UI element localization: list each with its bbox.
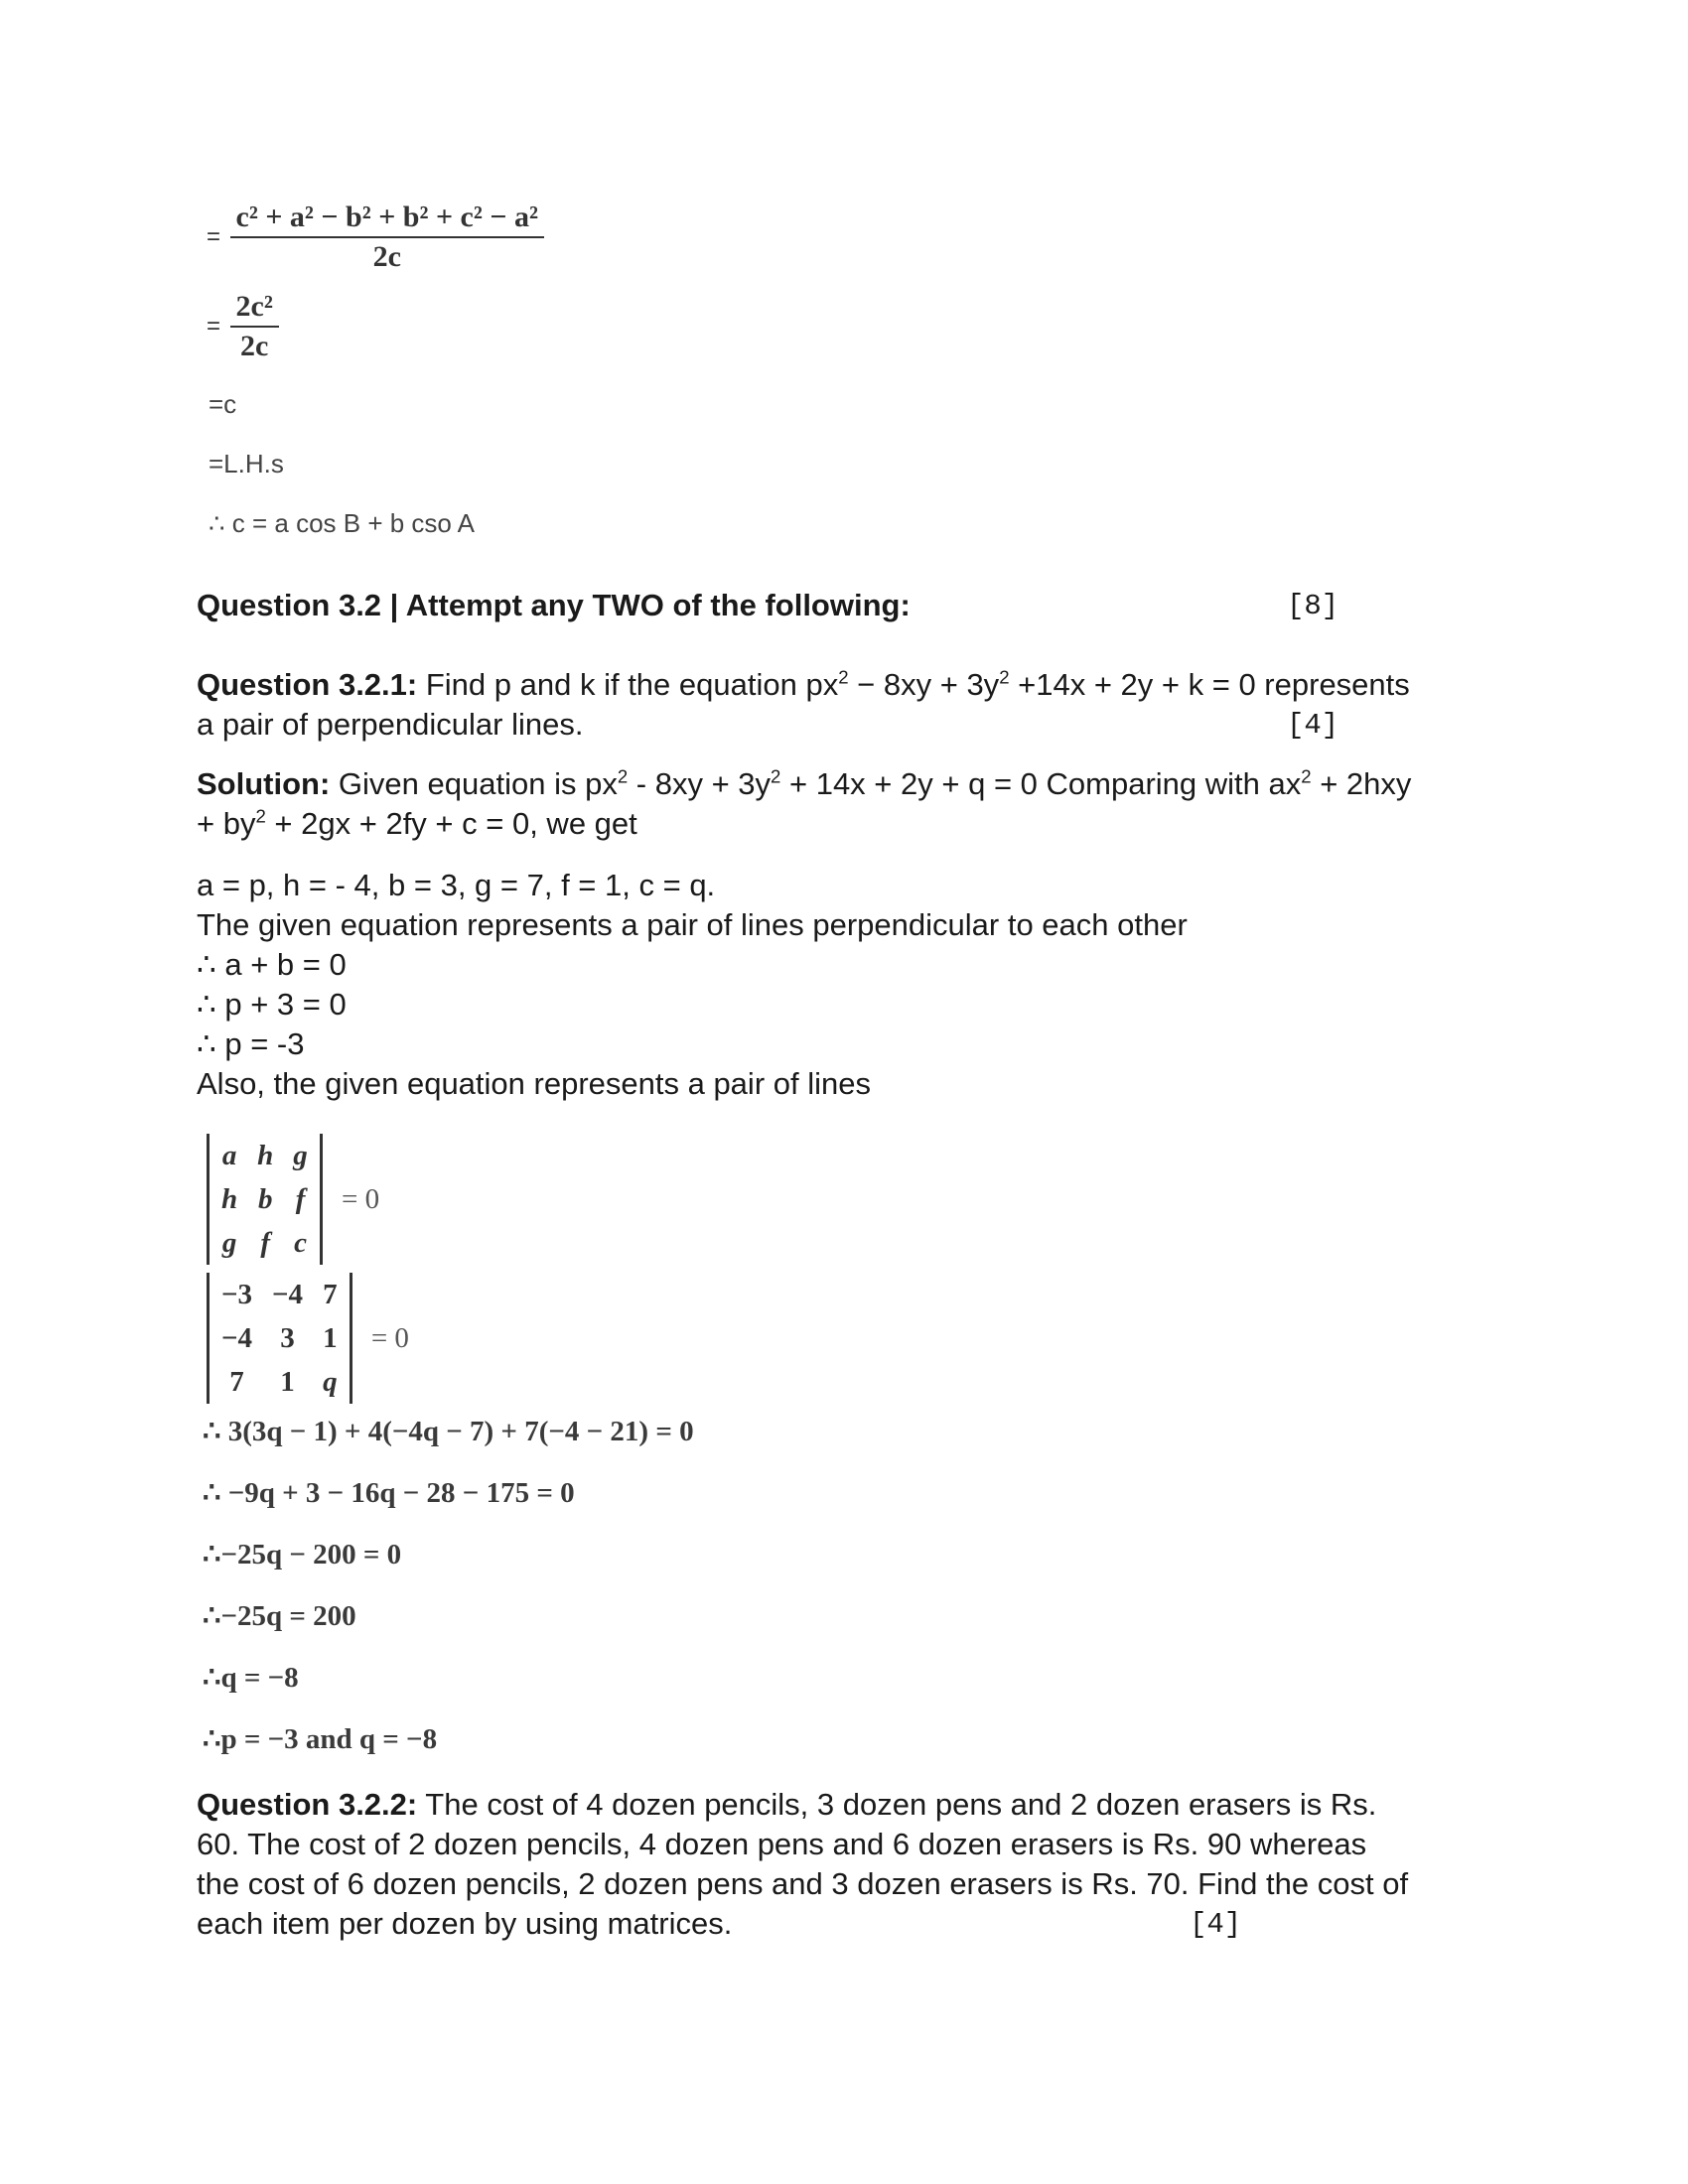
equals-zero: = 0 [370,1321,409,1354]
calc-line-2: ∴ −9q + 3 − 16q − 28 − 175 = 0 [203,1477,575,1509]
equals-zero: = 0 [342,1182,380,1215]
solution-line-1 [197,764,1411,804]
solution-a-plus-b: ∴ a + b = 0 [197,947,347,982]
question-3-2-1-line-2: a pair of perpendicular lines. [197,707,584,742]
question-3-2-marks: [8] [1287,590,1339,622]
equals-sign: = [207,223,221,250]
fraction-step-1 [207,201,544,274]
solution-text: Given equation is $px^2 - 8xy + 3y^2 + 14x + 2y + q = 0$ Comparing with $ax^2 + 2hxy$ [338,765,1412,801]
denominator: 2c [372,240,401,273]
fraction [230,290,279,363]
question-3-2-1-marks: [4] [1287,709,1339,742]
question-label: Question 3.2.2: [197,1787,418,1822]
question-text: Find p and k if the equation $px^2 - 8xy + 3y^2 +14x + 2y + k = 0$ represents [425,666,1410,702]
step-equals-c: =c [209,389,237,419]
determinant-general [207,1134,379,1265]
determinant-bars: −3 −4 7 −4 3 1 7 1 q [207,1273,352,1404]
solution-label: Solution: [197,766,331,801]
solution-coefficients: a = p, h = - 4, b = 3, g = 7, f = 1, c = q. [197,868,716,902]
calc-line-5: ∴q = −8 [203,1662,299,1694]
question-label: Question 3.2.1: [197,667,418,702]
solution-p-plus-3: ∴ p + 3 = 0 [197,987,347,1022]
question-text-1: The cost of 4 dozen pencils, 3 dozen pens and 2 dozen erasers is Rs. [425,1787,1377,1822]
calc-line-3: ∴−25q − 200 = 0 [203,1539,402,1570]
question-3-2-2-line-2: 60. The cost of 2 dozen pencils, 4 dozen pens and 6 dozen erasers is Rs. 90 whereas [197,1827,1367,1861]
calc-line-6: ∴p = −3 and q = −8 [203,1723,438,1755]
fraction [230,201,544,274]
calc-line-1: ∴ 3(3q − 1) + 4(−4q − 7) + 7(−4 − 21) = 0 [203,1416,694,1447]
solution-p-value: ∴ p = -3 [197,1026,305,1061]
question-3-2-title: Question 3.2 | Attempt any TWO of the following: [197,588,911,622]
question-3-2-2-marks: [4] [1190,1908,1242,1941]
solution-perpendicular: The given equation represents a pair of lines perpendicular to each other [197,907,1188,942]
step-conclusion: ∴ c = a cos B + b cso A [209,508,476,538]
determinant-numeric [207,1273,409,1404]
numerator: 2c² [230,290,279,328]
numerator: c² + a² − b² + b² + c² − a² [230,201,544,238]
solution-line-2: + $by^2 + 2gx + 2fy + c = 0$, we get [197,805,637,841]
question-3-2-2-line-3: the cost of 6 dozen pencils, 2 dozen pens and 3 dozen erasers is Rs. 70. Find the cost of [197,1866,1409,1901]
step-lhs: =L.H.s [209,449,284,478]
denominator: 2c [240,330,269,362]
determinant-bars: a h g h b f g f c [207,1134,323,1265]
fraction-step-2 [207,290,279,363]
question-3-2-2-line-4: each item per dozen by using matrices. [197,1906,733,1941]
calc-line-4: ∴−25q = 200 [203,1600,356,1632]
solution-pair-of-lines: Also, the given equation represents a pair of lines [197,1066,871,1101]
question-3-2-1-line-1 [197,665,1410,705]
question-3-2-2-line-1 [197,1785,1376,1825]
equals-sign: = [207,313,221,340]
